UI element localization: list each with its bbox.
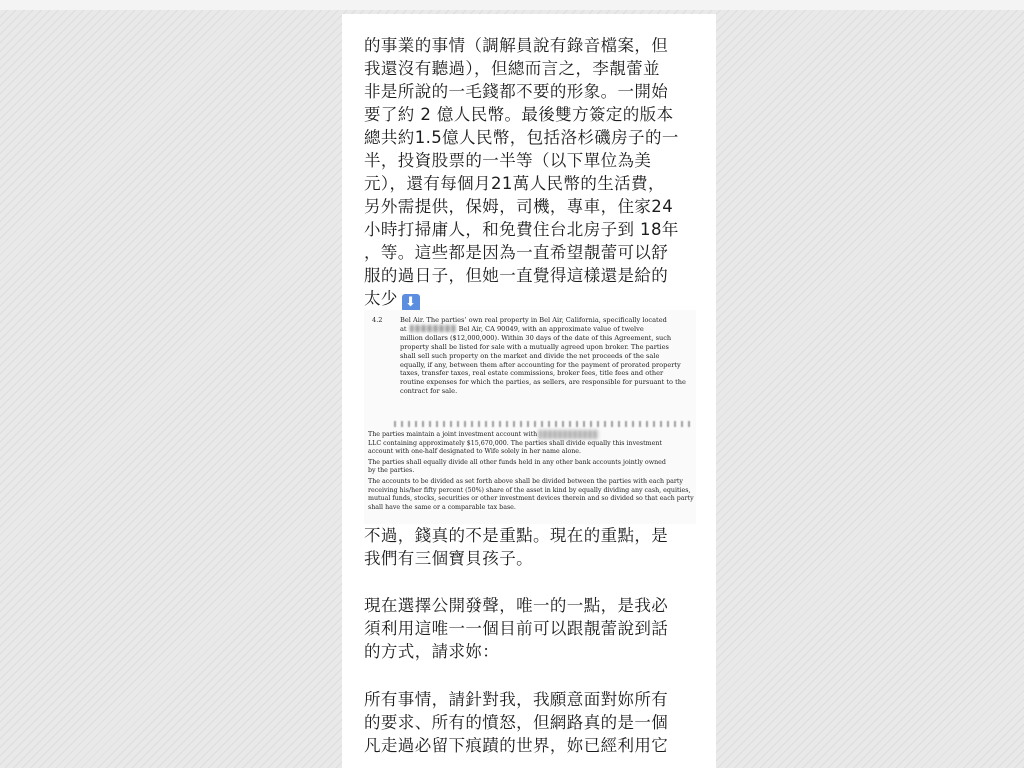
text-line: 元），還有每個月21萬人民幣的生活費， [364,174,665,193]
text-line: 須利用這唯一一個目前可以跟靚蕾說到話 [364,619,669,638]
clause-line: Bel Air. The parties’ own real property in Bel Air, California, specifically located [400,316,667,324]
clause-line: shall sell such property on the market and divide the net proceeds of the sale [400,351,660,360]
text-line: 服的過日子，但她一直覺得這樣還是給的 [364,266,669,285]
clause-line: LLC containing approximately $15,670,000. The parties shall divide equally this investment [368,439,662,447]
document-page [342,14,716,768]
text-line: 半，投資股票的一半等（以下單位為美 [364,151,652,170]
clause-line: taxes, transfer taxes, real estate commissions, broker fees, title fees and other [400,369,664,378]
text-line: 的事業的事情（調解員說有錄音檔案，但 [364,36,669,55]
paragraph-intro [364,34,704,312]
top-bar [0,0,1024,10]
text-line: 所有事情，請針對我，我願意面對妳所有 [364,690,669,709]
clause-line: contract for sale. [400,387,458,396]
clause-fragment: at [400,324,407,333]
clause-line: routine expenses for which the parties, as sellers, are responsible for pursuant to the [400,378,686,387]
text-line: ，等。這些都是因為一直希望靚蕾可以舒 [364,243,669,262]
clause-line: equally, if any, between them after accounting for the payment of prorated property [400,360,681,369]
clause-line: mutual funds, stocks, securities or other investment devices therein and so divided so that each party [368,495,694,503]
text-line: 小時打掃庸人，和免費住台北房子到 18年 [364,220,679,239]
clause-line: property shall be listed for sale with a mutually agreed upon broker. The parties [400,342,669,351]
clause-line: shall have the same or a comparable tax base. [368,503,516,511]
clause-line: The parties shall equally divide all other funds held in any other bank accounts jointly owned [368,458,666,466]
clause-fragment: The parties maintain a joint investment account with [368,431,538,438]
text-line: 我們有三個寶貝孩子。 [364,549,533,568]
clause-number: 4.2 [372,316,383,324]
embedded-agreement-screenshot [364,310,696,524]
text-line: 現在選擇公開發聲，唯一的一點，是我必 [364,596,669,615]
text-line: 要了約 2 億人民幣。最後雙方簽定的版本 [364,105,674,124]
clause-fragment: Bel Air, CA 90049, with an approximate value of twelve [458,324,644,333]
text-line: 的方式，請求妳： [364,642,500,661]
paragraph-public [364,594,704,663]
cropped-text-edge [394,421,690,427]
clause-line [400,325,688,334]
text-line [364,287,704,312]
clause-text [400,316,688,396]
investment-clauses [368,430,694,512]
clause-line: account with one-half designated to Wife solely in her name alone. [368,448,582,456]
clause-line: by the parties. [368,467,415,475]
text-line: 我還沒有聽過），但總而言之，李靚蕾並 [364,59,660,78]
paragraph-request [364,688,704,757]
text-line: 總共約1.5億人民幣，包括洛杉磯房子的一 [364,128,679,147]
clause-line: receiving his/her fifty percent (50%) share of the asset in kind by equally dividing any cash, equities, [368,486,691,494]
text-fragment: 太少 [364,289,398,308]
text-line: 的要求、所有的憤怒，但網路真的是一個 [364,713,669,732]
paragraph-money [364,524,704,570]
clause-line [368,430,690,440]
clause-line: million dollars ($12,000,000). Within 30 days of the date of this Agreement, such [400,333,672,342]
text-line: 另外需提供，保姆，司機，專車，住家24 [364,197,674,216]
down-arrow-icon: ⬇ [402,294,420,312]
text-line: 凡走過必留下痕蹟的世界，妳已經利用它 [364,736,669,755]
text-line: 不過，錢真的不是重點。現在的重點，是 [364,526,669,545]
clause-line: The accounts to be divided as set forth above shall be divided between the parties with each party [368,477,683,485]
text-line: 非是所說的一毛錢都不要的形象。一開始 [364,82,669,101]
redacted-account-name [539,430,599,439]
redacted-address [410,325,456,332]
